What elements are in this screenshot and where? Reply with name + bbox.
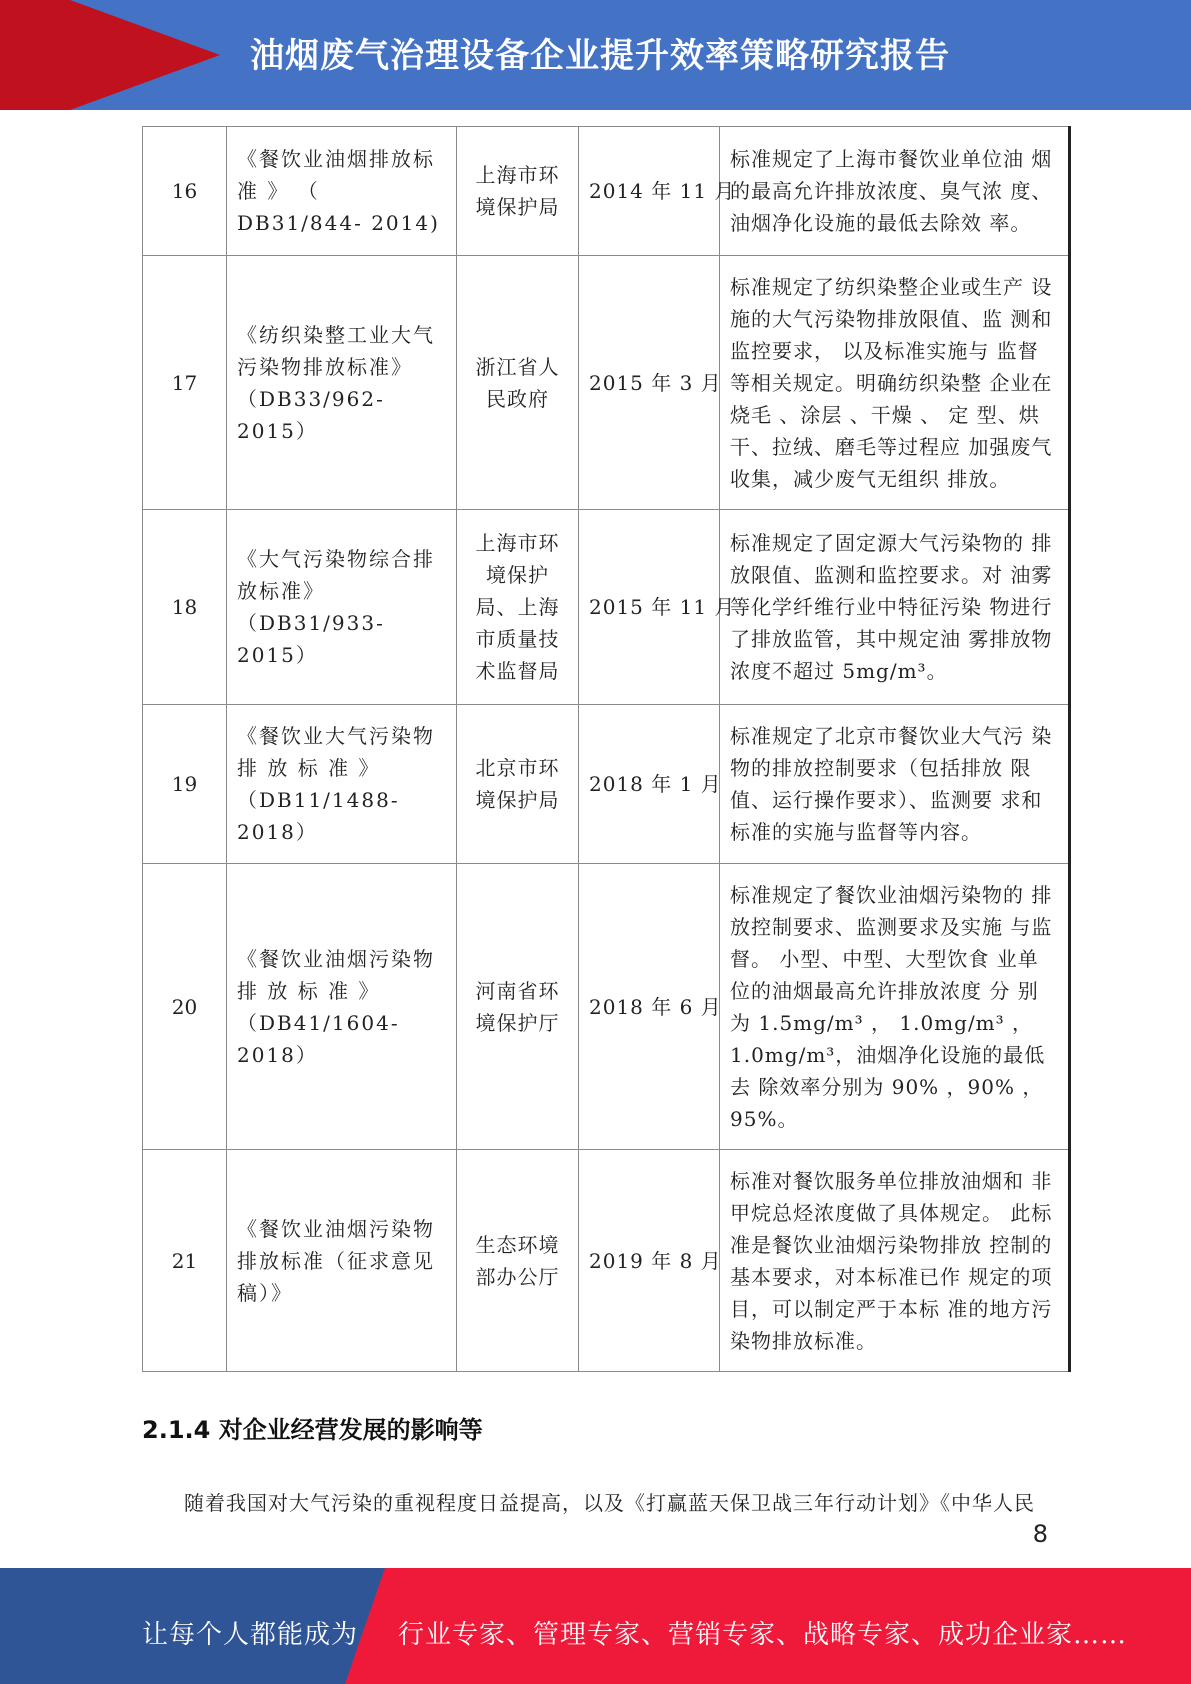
table-row (143, 256, 1070, 510)
issuing-authority: 上海市环境保护局 (457, 127, 579, 256)
standard-name: 《餐饮业大气污染物 排 放 标 准 》（DB11/1488-2018） (227, 705, 457, 864)
standard-name: 《餐饮业油烟污染物 排放标准（征求意见 稿）》 (227, 1150, 457, 1372)
issuing-authority: 上海市环境保护局、上海市质量技术监督局 (457, 510, 579, 705)
section-heading: 2.1.4 对企业经营发展的影响等 (142, 1416, 483, 1444)
header-red-block (0, 0, 70, 110)
report-title: 油烟废气治理设备企业提升效率策略研究报告 (250, 36, 950, 76)
row-number: 19 (143, 705, 227, 864)
issue-date: 2015 年 3 月 (579, 256, 720, 510)
issue-date: 2018 年 1 月 (579, 705, 720, 864)
standards-table (142, 126, 1069, 1372)
row-number: 20 (143, 864, 227, 1150)
standard-name: 《餐饮业油烟污染物 排 放 标 准 》（DB41/1604-2018） (227, 864, 457, 1150)
table-row (143, 1150, 1070, 1372)
row-number: 16 (143, 127, 227, 256)
standard-description: 标准规定了固定源大气污染物的 排放限值、监测和监控要求。对 油雾等化学纤维行业中特征污染 物进行了排放监管，其中规定油 雾排放物浓度不超过 5mg/m³。 (720, 510, 1070, 705)
issuing-authority: 北京市环境保护局 (457, 705, 579, 864)
table-row (143, 510, 1070, 705)
footer-slogan-right: 行业专家、管理专家、营销专家、战略专家、成功企业家…… (398, 1620, 1128, 1650)
standard-description: 标准规定了上海市餐饮业单位油 烟的最高允许排放浓度、臭气浓 度、油烟净化设施的最低去除效 率。 (720, 127, 1070, 256)
page-footer (0, 1568, 1191, 1684)
header-red-arrow (70, 0, 220, 110)
page-header (0, 0, 1191, 110)
table-row (143, 864, 1070, 1150)
standard-name: 《纺织染整工业大气 污染物排放标准》（DB33/962-2015） (227, 256, 457, 510)
issuing-authority: 河南省环境保护厅 (457, 864, 579, 1150)
standard-name: 《大气污染物综合排 放标准》（DB31/933- 2015） (227, 510, 457, 705)
issue-date: 2014 年 11 月 (579, 127, 720, 256)
footer-slogan-left: 让每个人都能成为 (142, 1620, 359, 1650)
row-number: 18 (143, 510, 227, 705)
standard-description: 标准对餐饮服务单位排放油烟和 非甲烷总烃浓度做了具体规定。 此标准是餐饮业油烟污染物排放 控制的基本要求，对本标准已作 规定的项目，可以制定严于本标 准的地方污染物排放标准。 (720, 1150, 1070, 1372)
page-number: 8 (1032, 1520, 1048, 1548)
standard-description: 标准规定了北京市餐饮业大气污 染物的排放控制要求（包括排放 限值、运行操作要求）、监测要 求和标准的实施与监督等内容。 (720, 705, 1070, 864)
table-row (143, 127, 1070, 256)
issue-date: 2015 年 11 月 (579, 510, 720, 705)
standard-description: 标准规定了纺织染整企业或生产 设施的大气污染物排放限值、监 测和监控要求， 以及标准实施与 监督等相关规定。明确纺织染整 企业在烧毛 、涂层 、干燥 、 定 型、烘干、拉绒、磨毛等过程应 加强废气收集，减少废气无组织 排放。 (720, 256, 1070, 510)
table-row (143, 705, 1070, 864)
standard-name: 《餐饮业油烟排放标 准 》 （ DB31/844- 2014) (227, 127, 457, 256)
row-number: 17 (143, 256, 227, 510)
issuing-authority: 生态环境部办公厅 (457, 1150, 579, 1372)
issue-date: 2018 年 6 月 (579, 864, 720, 1150)
issue-date: 2019 年 8 月 (579, 1150, 720, 1372)
standard-description: 标准规定了餐饮业油烟污染物的 排放控制要求、监测要求及实施 与监督。 小型、中型、大型饮食 业单位的油烟最高允许排放浓度 分 别 为 1.5mg/m³ ， 1.0mg/m³ ， 1.0mg/m³，油烟净化设施的最低去 除效率分别为 90% ，90% ，95%。 (720, 864, 1070, 1150)
body-paragraph: 随着我国对大气污染的重视程度日益提高，以及《打赢蓝天保卫战三年行动计划》《中华人民 (184, 1491, 1035, 1515)
issuing-authority: 浙江省人民政府 (457, 256, 579, 510)
row-number: 21 (143, 1150, 227, 1372)
